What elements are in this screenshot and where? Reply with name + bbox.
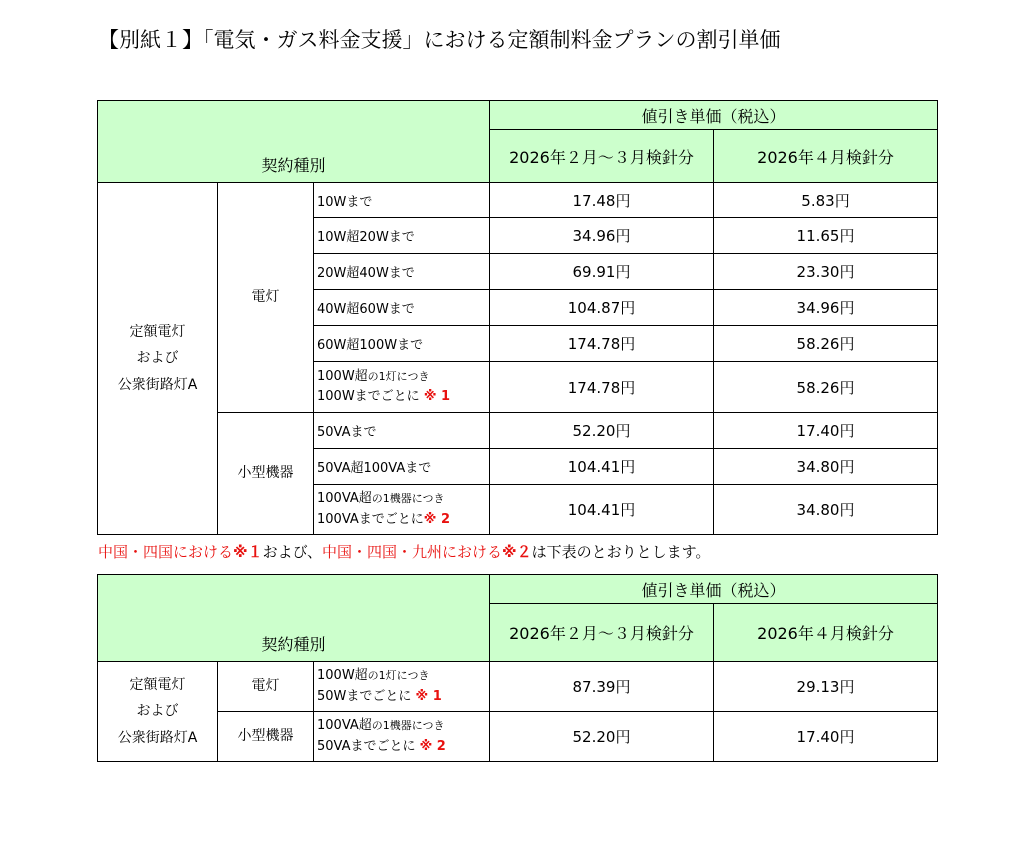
page-title: 【別紙１】「電気・ガス料金支援」における定額制料金プランの割引単価 — [98, 28, 781, 52]
price-period-2: 11.65円 — [714, 218, 938, 254]
price-period-2: 17.40円 — [714, 413, 938, 449]
size-cell: 10Wまで — [314, 183, 490, 218]
price-period-2: 34.80円 — [714, 449, 938, 485]
price-period-1: 17.48円 — [490, 183, 714, 218]
price-period-1: 34.96円 — [490, 218, 714, 254]
extra-line-1b: の1灯につき — [367, 669, 430, 683]
group-label — [98, 662, 218, 762]
price-period-2: 5.83円 — [714, 183, 938, 218]
size-cell: 20W超40Wまで — [314, 254, 490, 290]
extra-line-1b: の1機器につき — [371, 492, 445, 506]
price-period-2: 58.26円 — [714, 326, 938, 362]
lighting-label: 電灯 — [218, 183, 314, 413]
note-part-3: 中国・四国・九州における — [322, 543, 503, 561]
extra-line-1a: 100VA超 — [317, 491, 372, 507]
price-period-1: 52.20円 — [490, 712, 714, 762]
extra-line-1a: 100VA超 — [317, 718, 372, 734]
header-unit-price: 値引き単価（税込） — [490, 575, 938, 604]
price-period-1: 69.91円 — [490, 254, 714, 290]
extra-line-2: 50Wまでごとに — [317, 688, 412, 704]
price-period-1: 52.20円 — [490, 413, 714, 449]
discount-table-regional — [97, 574, 938, 762]
small-device-label: 小型機器 — [218, 712, 314, 762]
note-mark-2: ※２ — [502, 543, 532, 561]
size-cell: 10W超20Wまで — [314, 218, 490, 254]
extra-line-1a: 100W超 — [317, 668, 368, 684]
price-period-2: 29.13円 — [714, 662, 938, 712]
price-period-2: 58.26円 — [714, 362, 938, 413]
group-label — [98, 183, 218, 535]
price-period-2: 34.80円 — [714, 485, 938, 535]
price-period-1: 104.41円 — [490, 485, 714, 535]
price-period-2: 23.30円 — [714, 254, 938, 290]
size-cell: 50VA超100VAまで — [314, 449, 490, 485]
price-period-2: 17.40円 — [714, 712, 938, 762]
extra-line-1b: の1機器につき — [371, 719, 445, 733]
price-period-1: 87.39円 — [490, 662, 714, 712]
group-line-3: 公衆街路灯A — [117, 729, 198, 746]
group-line-1: 定額電灯 — [129, 676, 186, 693]
note-part-2: および、 — [262, 543, 323, 561]
price-period-1: 174.78円 — [490, 326, 714, 362]
lighting-label: 電灯 — [218, 662, 314, 712]
size-cell: 40W超60Wまで — [314, 290, 490, 326]
size-cell-extra — [314, 712, 490, 762]
size-cell: 60W超100Wまで — [314, 326, 490, 362]
footnote-text — [98, 541, 710, 562]
extra-line-1b: の1灯につき — [367, 369, 430, 383]
footnote-mark-1: ※ 1 — [415, 688, 442, 704]
price-period-1: 104.87円 — [490, 290, 714, 326]
note-part-4: は下表のとおりとします。 — [531, 543, 711, 561]
discount-table-main — [97, 100, 938, 535]
group-line-3: 公衆街路灯A — [117, 376, 198, 393]
footnote-mark-2: ※ 2 — [423, 511, 450, 527]
price-period-1: 174.78円 — [490, 362, 714, 413]
extra-line-2: 100VAまでごとに — [317, 511, 424, 527]
extra-line-2: 100Wまでごとに — [317, 389, 420, 404]
header-unit-price: 値引き単価（税込） — [490, 101, 938, 130]
group-line-2: および — [136, 703, 179, 720]
footnote-mark-1: ※ 1 — [423, 389, 451, 404]
header-contract-type: 契約種別 — [98, 575, 490, 662]
size-cell-extra — [314, 485, 490, 535]
price-period-1: 104.41円 — [490, 449, 714, 485]
size-cell-extra — [314, 362, 490, 413]
extra-line-2: 50VAまでごとに — [317, 738, 416, 754]
small-device-label: 小型機器 — [218, 413, 314, 535]
header-period-2: 2026年４月検針分 — [714, 130, 938, 183]
price-period-2: 34.96円 — [714, 290, 938, 326]
size-cell: 50VAまで — [314, 413, 490, 449]
note-part-1: 中国・四国における — [98, 543, 234, 561]
note-mark-1: ※１ — [233, 543, 263, 561]
group-line-1: 定額電灯 — [129, 323, 186, 340]
size-cell-extra — [314, 662, 490, 712]
header-contract-type: 契約種別 — [98, 101, 490, 183]
header-period-2: 2026年４月検針分 — [714, 604, 938, 662]
footnote-mark-2: ※ 2 — [419, 738, 446, 754]
header-period-1: 2026年２月～３月検針分 — [490, 130, 714, 183]
extra-line-1a: 100W超 — [317, 368, 368, 384]
group-line-2: および — [136, 350, 179, 367]
header-period-1: 2026年２月～３月検針分 — [490, 604, 714, 662]
